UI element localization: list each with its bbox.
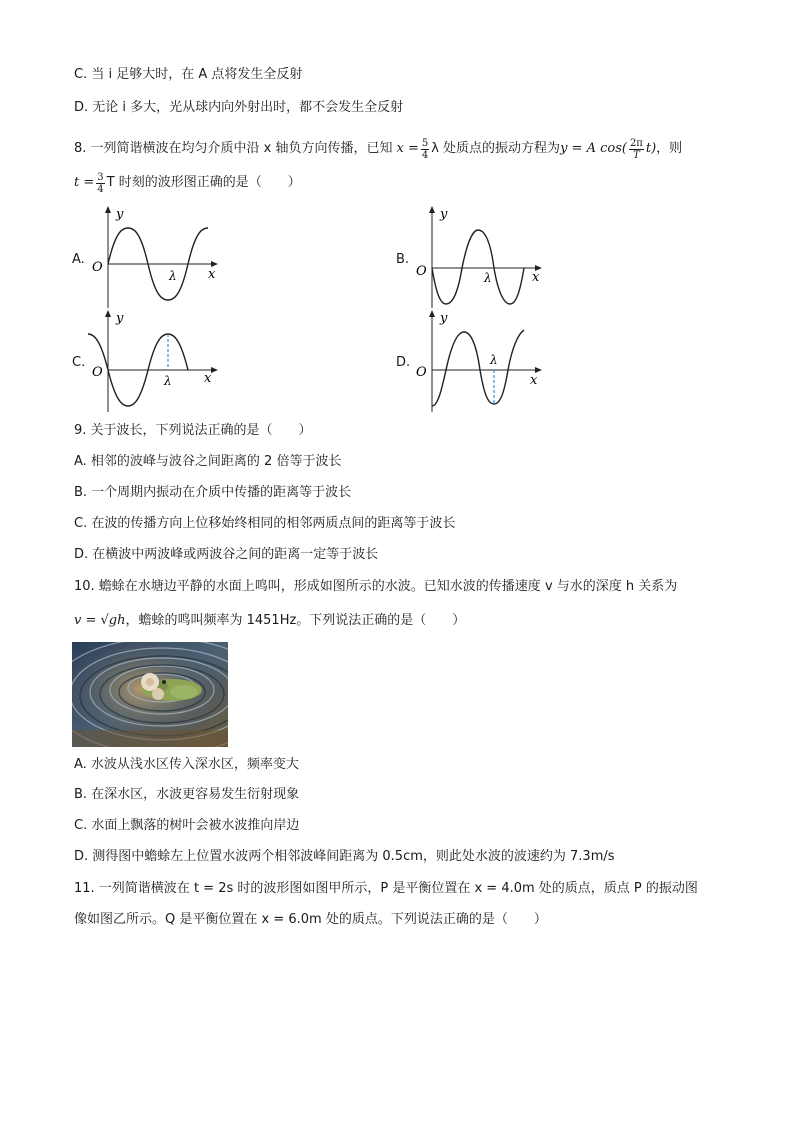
q8-graph-a-x: x: [208, 267, 216, 282]
q8-eq: y = A cos(: [560, 141, 627, 156]
q8-graph-d-lambda: λ: [490, 353, 498, 367]
q10-option-c: C. 水面上飘落的树叶会被水波推向岸边: [74, 818, 300, 833]
q8-graph-d: [412, 308, 552, 414]
q7-option-d: D. 无论 i 多大，光从球内向外射出时，都不会发生全反射: [74, 100, 404, 115]
q8-t-eq: t =: [74, 175, 95, 190]
q10-stem-rest: ，蟾蜍的鸣叫频率为 1451Hz。下列说法正确的是（ ）: [125, 613, 466, 628]
q8-option-a-label: A.: [72, 252, 85, 267]
q10-eq: v = √gh: [74, 613, 126, 628]
q8-graph-b-lambda: λ: [484, 271, 492, 285]
q8-eq-end: t): [645, 141, 657, 156]
q8-graph-d-o: O: [416, 365, 427, 380]
q8-stem-end: ，则: [656, 141, 683, 156]
q8-graph-c-o: O: [92, 365, 103, 380]
q9-stem: 9. 关于波长，下列说法正确的是（ ）: [74, 423, 312, 438]
q8-graph-b-o: O: [416, 264, 427, 279]
q9-option-d: D. 在横波中两波峰或两波谷之间的距离一定等于波长: [74, 547, 379, 562]
q8-stem-mid: λ 处质点的振动方程为: [431, 141, 561, 156]
q7-option-c: C. 当 i 足够大时，在 A 点将发生全反射: [74, 67, 303, 82]
q9-option-a: A. 相邻的波峰与波谷之间距离的 2 倍等于波长: [74, 454, 342, 469]
q8-graph-b: [412, 204, 552, 310]
q8-frac-t: $\frac{3}{4}$: [97, 171, 104, 195]
q10-stem-line2: [74, 612, 465, 630]
frog-photo: [72, 642, 228, 747]
q11-stem-line2: 像如图乙所示。Q 是平衡位置在 x = 6.0m 处的质点。下列说法正确的是（ ）: [74, 912, 547, 927]
q8-graph-a-lambda: λ: [169, 269, 177, 283]
q8-option-c-label: C.: [72, 355, 86, 370]
q8-stem-pre: 8. 一列简谐横波在均匀介质中沿 x 轴负方向传播，已知: [74, 141, 393, 156]
q10-option-a: A. 水波从浅水区传入深水区，频率变大: [74, 757, 299, 772]
q8-frac-x: $\frac{5}{4}$: [421, 137, 429, 161]
q10-option-b: B. 在深水区，水波更容易发生衍射现象: [74, 787, 300, 802]
q8-graph-a-o: O: [92, 260, 103, 275]
q8-option-b-label: B.: [396, 252, 410, 267]
q8-graph-c: [88, 308, 228, 414]
q8-graph-c-lambda: λ: [164, 374, 172, 388]
q8-stem-line1: 8. 一列简谐横波在均匀介质中沿 x 轴负方向传播，已知 x = $\frac{5}{4}$ λ 处质点的振动方程为 y = A cos( $\frac{2\pi}{T}$ t) ，则: [74, 137, 683, 161]
q8-option-d-label: D.: [396, 355, 411, 370]
q8-graph-c-y: y: [116, 311, 124, 326]
q8-graph-d-y: y: [440, 311, 448, 326]
q8-graph-d-x: x: [530, 373, 538, 388]
q8-graph-a-y: y: [116, 207, 124, 222]
q11-stem-line1: 11. 一列简谐横波在 t = 2s 时的波形图如图甲所示，P 是平衡位置在 x = 4.0m 处的质点，质点 P 的振动图: [74, 881, 698, 896]
q8-stem-line2-text: T 时刻的波形图正确的是（ ）: [106, 175, 301, 190]
q9-option-b: B. 一个周期内振动在介质中传播的距离等于波长: [74, 485, 352, 500]
q10-option-d: D. 测得图中蟾蜍左上位置水波两个相邻波峰间距离为 0.5cm，则此处水波的波速约为 7.3m/s: [74, 849, 615, 864]
q9-option-c: C. 在波的传播方向上位移始终相同的相邻两质点间的距离等于波长: [74, 516, 456, 531]
q8-frac-eq: $\frac{2\pi}{T}$: [629, 137, 643, 161]
q8-stem-line2: [74, 168, 301, 198]
q8-graph-b-x: x: [532, 270, 540, 285]
q8-graph-b-y: y: [440, 207, 448, 222]
q10-stem-line1: 10. 蟾蜍在水塘边平静的水面上鸣叫，形成如图所示的水波。已知水波的传播速度 v 与水的深度 h 关系为: [74, 579, 678, 594]
q8-graph-a: [88, 204, 228, 310]
q8-graph-c-x: x: [204, 371, 212, 386]
